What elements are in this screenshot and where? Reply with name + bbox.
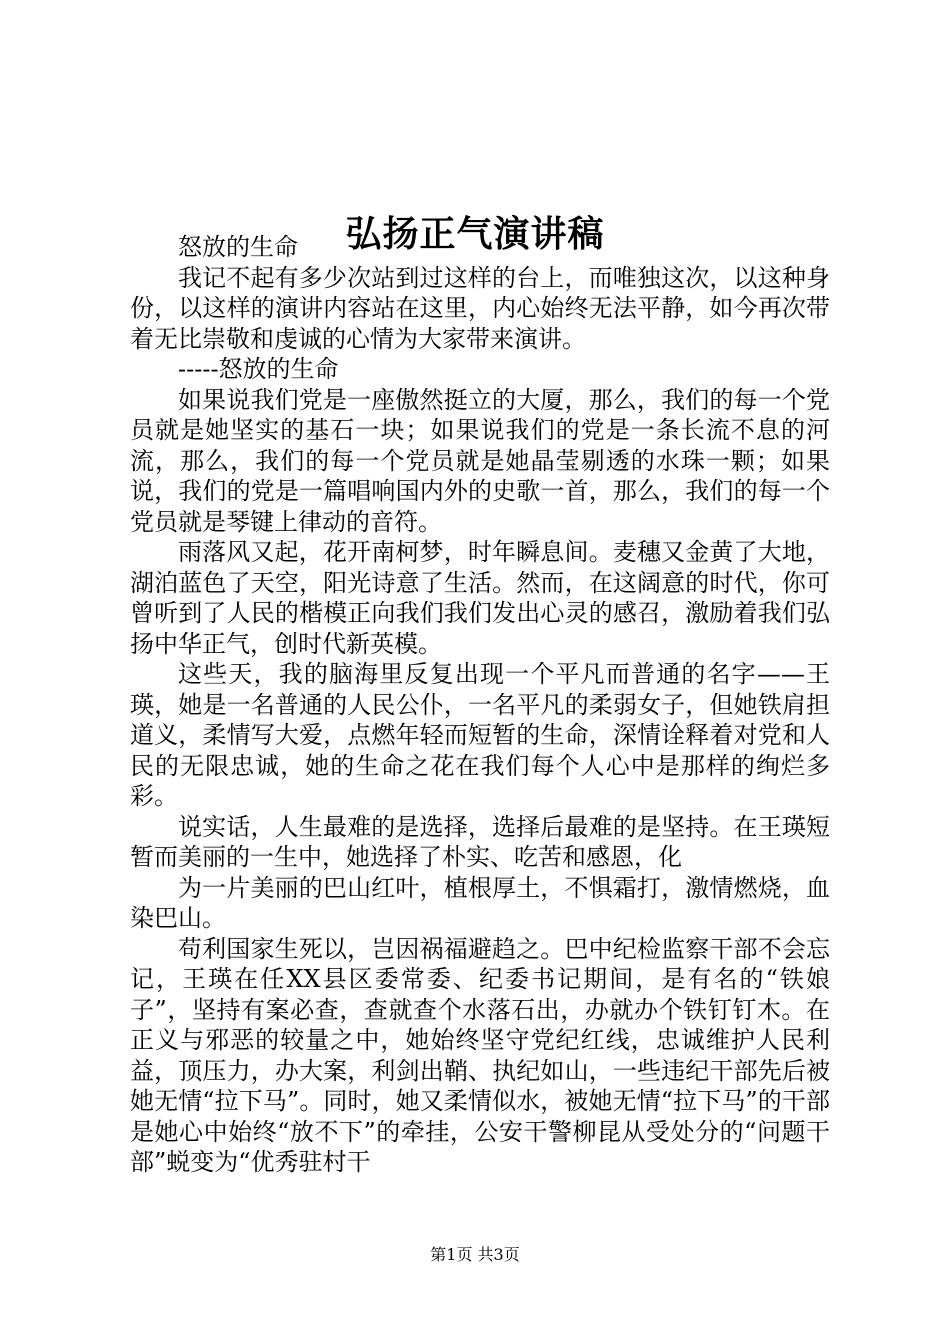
paragraph-subtitle: 怒放的生命 <box>178 233 298 261</box>
paragraph-dash-subtitle: -----怒放的生命 <box>178 355 339 383</box>
document-title: 弘扬正气演讲稿 <box>345 213 605 256</box>
paragraph: 苟利国家生死以，岂因祸福避趋之。巴中纪检监察干部不会忘记，王瑛在任XX县区委常委、纪委书记期间，是有名的“铁娘子”，坚持有案必查，查就查个水落石出，办就办个铁钉钉木。在正义与邪恶的较量之中，她始终坚守党纪红线，忠诚维护人民利益，顶压力，办大案，利剑出鞘、执纪如山，一些违纪干部先后被她无情“拉下马”。同时，她又柔情似水，被她无情“拉下马”的干部是她心中始终“放不下”的牵挂，公安干警柳昆从受处分的“问题干部”蜕变为“优秀驻村干 <box>130 934 830 1176</box>
document-body <box>130 232 830 1178</box>
paragraph: 这些天，我的脑海里反复出现一个平凡而普通的名字——王瑛，她是一名普通的人民公仆，一名平凡的柔弱女子，但她铁肩担道义，柔情写大爱，点燃年轻而短暂的生命，深情诠释着对党和人民的无限忠诚，她的生命之花在我们每个人心中是那样的绚烂多彩。 <box>130 660 830 810</box>
paragraph: 说实话，人生最难的是选择，选择后最难的是坚持。在王瑛短暂而美丽的一生中，她选择了朴实、吃苦和感恩，化 <box>130 812 830 871</box>
paragraph: 如果说我们党是一座傲然挺立的大厦，那么，我们的每一个党员就是她坚实的基石一块；如果说我们的党是一条长流不息的河流，那么，我们的每一个党员就是她晶莹剔透的水珠一颗；如果说，我们的党是一篇唱响国内外的史歌一首，那么，我们的每一个党员就是琴键上律动的音符。 <box>130 385 830 536</box>
paragraph: 雨落风又起，花开南柯梦，时年瞬息间。麦穗又金黄了大地，湖泊蓝色了天空，阳光诗意了生活。然而，在这阔意的时代，你可曾听到了人民的楷模正向我们我们发出心灵的感召，激励着我们弘扬中华正气，创时代新英模。 <box>130 538 830 658</box>
page-number-footer: 第1页 共3页 <box>430 1245 520 1264</box>
paragraph: 我记不起有多少次站到过这样的台上，而唯独这次，以这种身份，以这样的演讲内容站在这里，内心始终无法平静，如今再次带着无比崇敬和虔诚的心情为大家带来演讲。 <box>130 263 830 353</box>
paragraph: 为一片美丽的巴山红叶，植根厚土，不惧霜打，激情燃烧，血染巴山。 <box>130 873 830 932</box>
